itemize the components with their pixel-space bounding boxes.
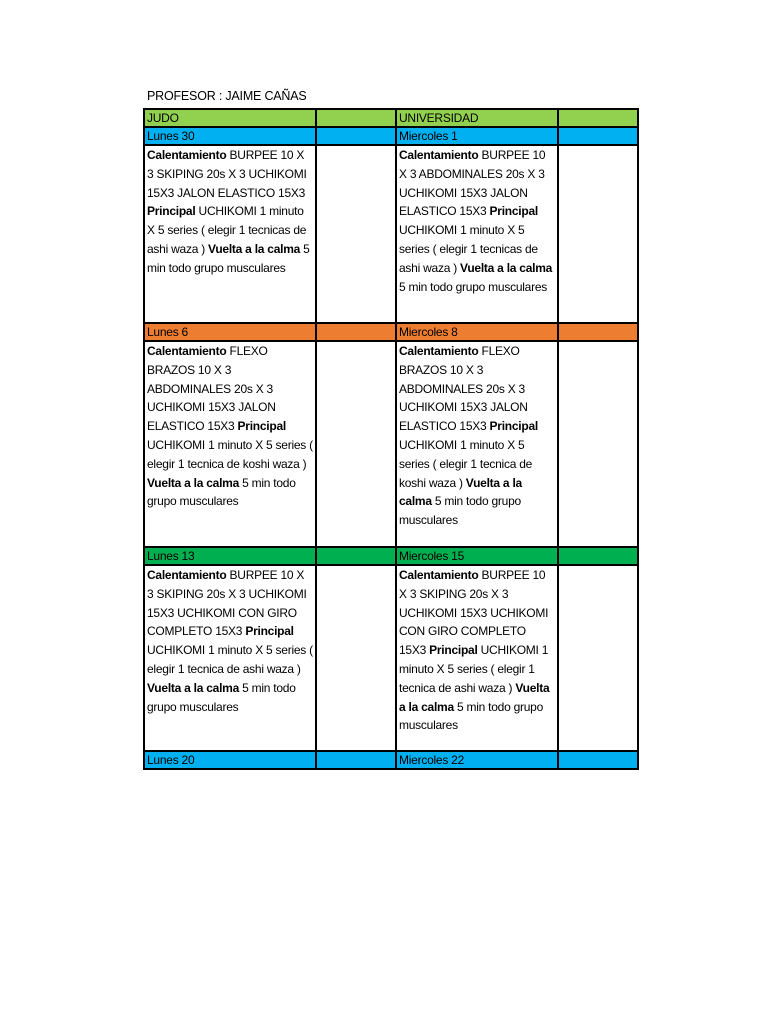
workout-cell — [144, 145, 316, 323]
main-label: Principal — [245, 624, 294, 639]
cooldown-label: Vuelta a la calma — [399, 680, 550, 714]
empty-cell — [316, 547, 396, 565]
empty-cell — [316, 145, 396, 323]
header-judo: JUDO — [144, 109, 316, 127]
empty-cell — [558, 565, 638, 751]
cooldown-label: Vuelta a la calma — [399, 475, 522, 509]
profesor-label: PROFESOR : JAIME CAÑAS — [147, 89, 307, 103]
main-label: Principal — [429, 643, 478, 658]
main-text: UCHIKOMI 1 minuto X 5 series ( elegir 1 tecnica de koshi waza ) — [399, 437, 533, 490]
warmup-text: FLEXO BRAZOS 10 X 3 ABDOMINALES 20s X 3 UCHIKOMI 15X3 JALON ELASTICO 15X3 — [147, 344, 276, 434]
main-text: UCHIKOMI 1 minuto X 5 series ( elegir 1 tecnicas de ashi waza ) — [147, 204, 307, 256]
header-universidad: UNIVERSIDAD — [396, 109, 558, 127]
main-label: Principal — [237, 419, 286, 434]
cooldown-text: 5 min todo grupo musculares — [147, 475, 296, 509]
workout-row — [144, 565, 638, 751]
empty-cell — [316, 565, 396, 751]
main-text: UCHIKOMI 1 minuto X 5 series ( elegir 1 tecnica de ashi waza ) — [147, 643, 313, 676]
day-label: Miercoles 15 — [396, 547, 558, 565]
empty-cell — [316, 109, 396, 127]
empty-cell — [558, 109, 638, 127]
cooldown-text: 5 min todo grupo musculares — [147, 241, 310, 275]
empty-cell — [558, 127, 638, 145]
workout-cell — [144, 565, 316, 751]
day-label: Miercoles 8 — [396, 323, 558, 341]
empty-cell — [558, 547, 638, 565]
day-label: Miercoles 1 — [396, 127, 558, 145]
main-text: UCHIKOMI 1 minuto X 5 series ( elegir 1 tecnicas de ashi waza ) — [399, 223, 538, 275]
day-label: Lunes 20 — [144, 751, 316, 769]
training-schedule-table — [143, 108, 639, 770]
warmup-label: Calentamiento — [399, 148, 479, 162]
workout-cell — [396, 341, 558, 547]
empty-cell — [316, 127, 396, 145]
cooldown-text: 5 min todo grupo musculares — [399, 279, 547, 294]
cooldown-text: 5 min todo grupo musculares — [147, 680, 296, 714]
warmup-text: BURPEE 10 X 3 SKIPING 20s X 3 UCHIKOMI 15X3 UCHIKOMI CON GIRO COMPLETO 15X3 — [147, 568, 307, 639]
workout-cell — [144, 341, 316, 547]
cooldown-text: 5 min todo grupo musculares — [399, 494, 521, 528]
day-row — [144, 751, 638, 769]
empty-cell — [558, 145, 638, 323]
empty-cell — [558, 341, 638, 547]
empty-cell — [316, 751, 396, 769]
empty-cell — [316, 341, 396, 547]
workout-row — [144, 341, 638, 547]
cooldown-label: Vuelta a la calma — [147, 475, 240, 490]
empty-cell — [558, 751, 638, 769]
warmup-text: FLEXO BRAZOS 10 X 3 ABDOMINALES 20s X 3 UCHIKOMI 15X3 JALON ELASTICO 15X3 — [399, 344, 528, 434]
header-row — [144, 109, 638, 127]
main-label: Principal — [489, 204, 538, 219]
cooldown-label: Vuelta a la calma — [208, 241, 301, 256]
main-text: UCHIKOMI 1 minuto X 5 series ( elegir 1 tecnica de koshi waza ) — [147, 437, 313, 471]
warmup-label: Calentamiento — [147, 148, 227, 162]
day-row — [144, 547, 638, 565]
warmup-text: BURPEE 10 X 3 SKIPING 20s X 3 UCHIKOMI 15X3 UCHIKOMI CON GIRO COMPLETO 15X3 — [399, 568, 549, 658]
day-label: Miercoles 22 — [396, 751, 558, 769]
warmup-label: Calentamiento — [147, 344, 227, 358]
workout-cell — [396, 565, 558, 751]
warmup-label: Calentamiento — [147, 568, 227, 582]
workout-row — [144, 145, 638, 323]
warmup-label: Calentamiento — [399, 568, 479, 582]
day-row — [144, 323, 638, 341]
empty-cell — [316, 323, 396, 341]
warmup-label: Calentamiento — [399, 344, 479, 358]
main-label: Principal — [489, 419, 538, 434]
cooldown-label: Vuelta a la calma — [147, 680, 240, 695]
empty-cell — [558, 323, 638, 341]
day-row — [144, 127, 638, 145]
cooldown-text: 5 min todo grupo musculares — [399, 699, 544, 733]
warmup-text: BURPEE 10 X 3 SKIPING 20s X 3 UCHIKOMI 15X3 JALON ELASTICO 15X3 — [147, 148, 307, 200]
day-label: Lunes 13 — [144, 547, 316, 565]
workout-cell — [396, 145, 558, 323]
day-label: Lunes 30 — [144, 127, 316, 145]
cooldown-label: Vuelta a la calma — [460, 260, 553, 275]
day-label: Lunes 6 — [144, 323, 316, 341]
warmup-text: BURPEE 10 X 3 ABDOMINALES 20s X 3 UCHIKOMI 15X3 JALON ELASTICO 15X3 — [399, 148, 546, 219]
main-label: Principal — [147, 204, 196, 219]
main-text: UCHIKOMI 1 minuto X 5 series ( elegir 1 tecnica de ashi waza ) — [399, 643, 549, 695]
